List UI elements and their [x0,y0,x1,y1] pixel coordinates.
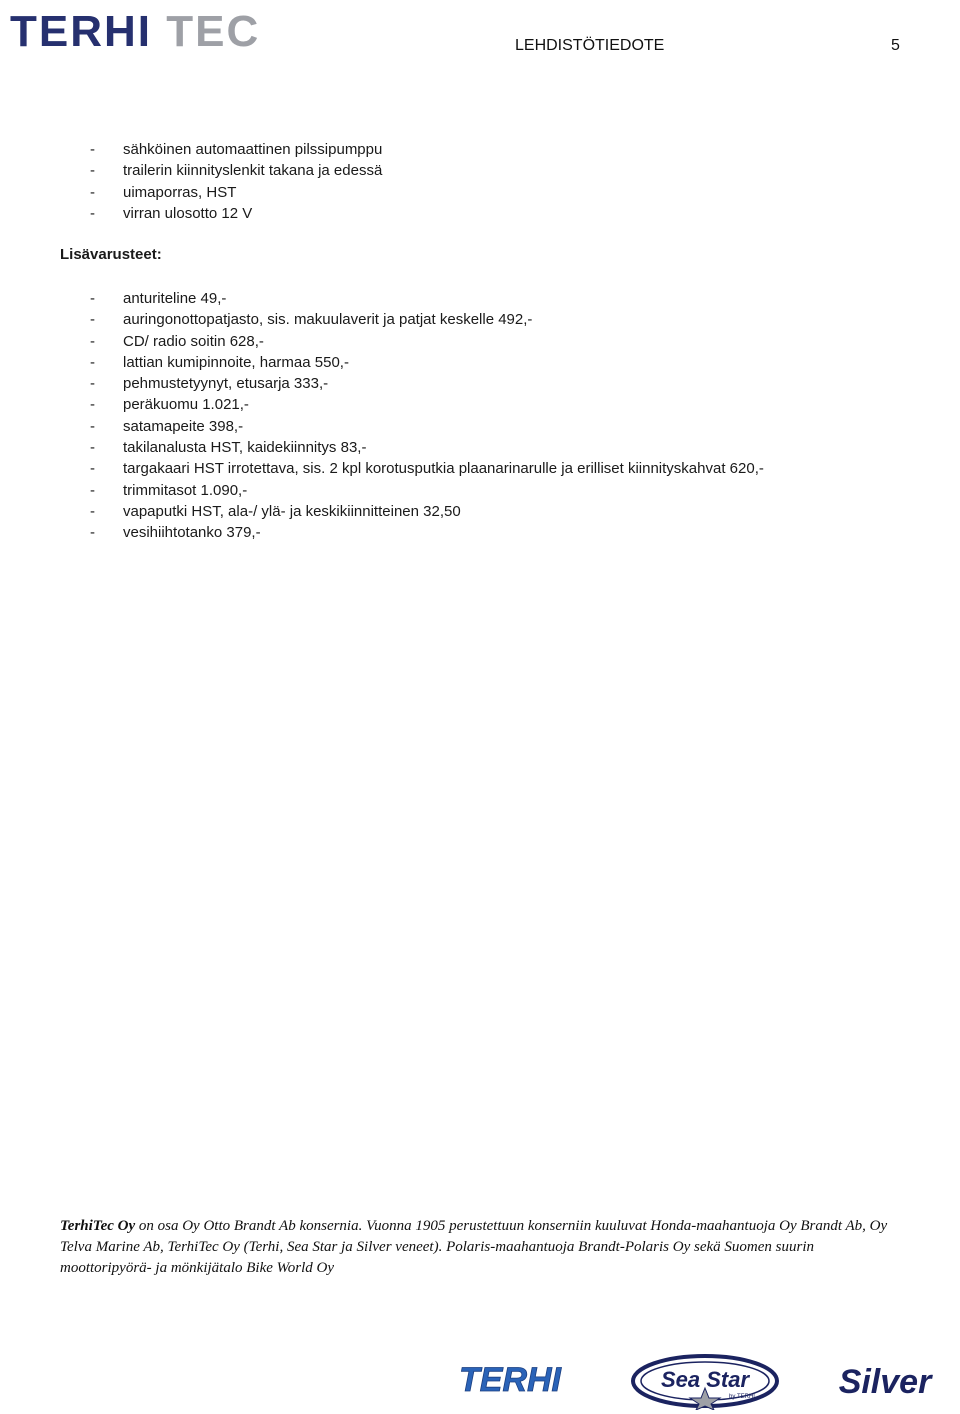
list-item: - lattian kumipinnoite, harmaa 550,- [90,352,764,373]
header-title: LEHDISTÖTIEDOTE [515,37,665,54]
footer-company: TerhiTec Oy [60,1218,136,1234]
svg-text:TERHI: TERHI [459,1362,561,1396]
seastar-logo [630,1354,780,1410]
svg-text:Sea Star: Sea Star [660,1367,750,1392]
standard-equipment-list [90,139,382,224]
list-item: - peräkuomu 1.021,- [90,394,764,415]
list-dash: - [90,183,95,201]
list-item: - virran ulosotto 12 V [90,203,382,224]
silver-logo [812,1362,958,1400]
svg-text:TERHI TEC: TERHI TEC [10,10,261,52]
list-item: - vesihiihtotanko 379,- [90,522,764,543]
list-item: - sähköinen automaattinen pilssipumppu [90,139,382,160]
list-dash: - [90,502,95,520]
list-item: - takilanalusta HST, kaidekiinnitys 83,- [90,437,764,458]
list-item: - anturiteline 49,- [90,288,764,309]
list-item: - trailerin kiinnityslenkit takana ja edessä [90,160,382,181]
terhitec-logo [10,10,300,52]
list-dash: - [90,417,95,435]
svg-text:by TERHI: by TERHI [729,1394,755,1400]
list-dash: - [90,460,95,478]
list-dash: - [90,311,95,329]
list-item: - CD/ radio soitin 628,- [90,331,764,352]
terhi-logo [438,1362,582,1396]
accessories-heading: Lisävarusteet: [60,246,162,263]
list-dash: - [90,396,95,414]
list-dash: - [90,481,95,499]
footer-body: on osa Oy Otto Brandt Ab konsernia. Vuonna 1905 perustettuun konserniin kuuluvat Honda-maahantuoja Oy Brandt Ab, Oy Telva Marine Ab, TerhiTec Oy (Terhi, Sea Star ja Silver veneet). Polaris-maahantuoja Brandt-Polaris Oy sekä Suomen suurin moottoripyörä- ja mönkijätalo Bike World Oy [60,1218,888,1276]
list-dash: - [90,439,95,457]
list-dash: - [90,141,95,158]
footer-paragraph [60,1216,900,1279]
list-dash: - [90,204,95,222]
list-item: - targakaari HST irrotettava, sis. 2 kpl korotusputkia plaanarinarulle ja erilliset kiinnityskahvat 620,- [90,458,764,479]
list-dash: - [90,162,95,180]
list-dash: - [90,524,95,542]
page-number: 5 [891,37,900,54]
list-item: - satamapeite 398,- [90,416,764,437]
list-item: - auringonottopatjasto, sis. makuulaverit ja patjat keskelle 492,- [90,309,764,330]
list-item: - uimaporras, HST [90,182,382,203]
accessories-list [90,288,764,544]
list-dash: - [90,290,95,307]
list-dash: - [90,375,95,393]
list-item: - pehmustetyynyt, etusarja 333,- [90,373,764,394]
svg-text:Silver: Silver [838,1363,932,1400]
list-dash: - [90,332,95,350]
list-dash: - [90,353,95,371]
list-item: - vapaputki HST, ala-/ ylä- ja keskikiinnitteinen 32,50 [90,501,764,522]
list-item: - trimmitasot 1.090,- [90,480,764,501]
